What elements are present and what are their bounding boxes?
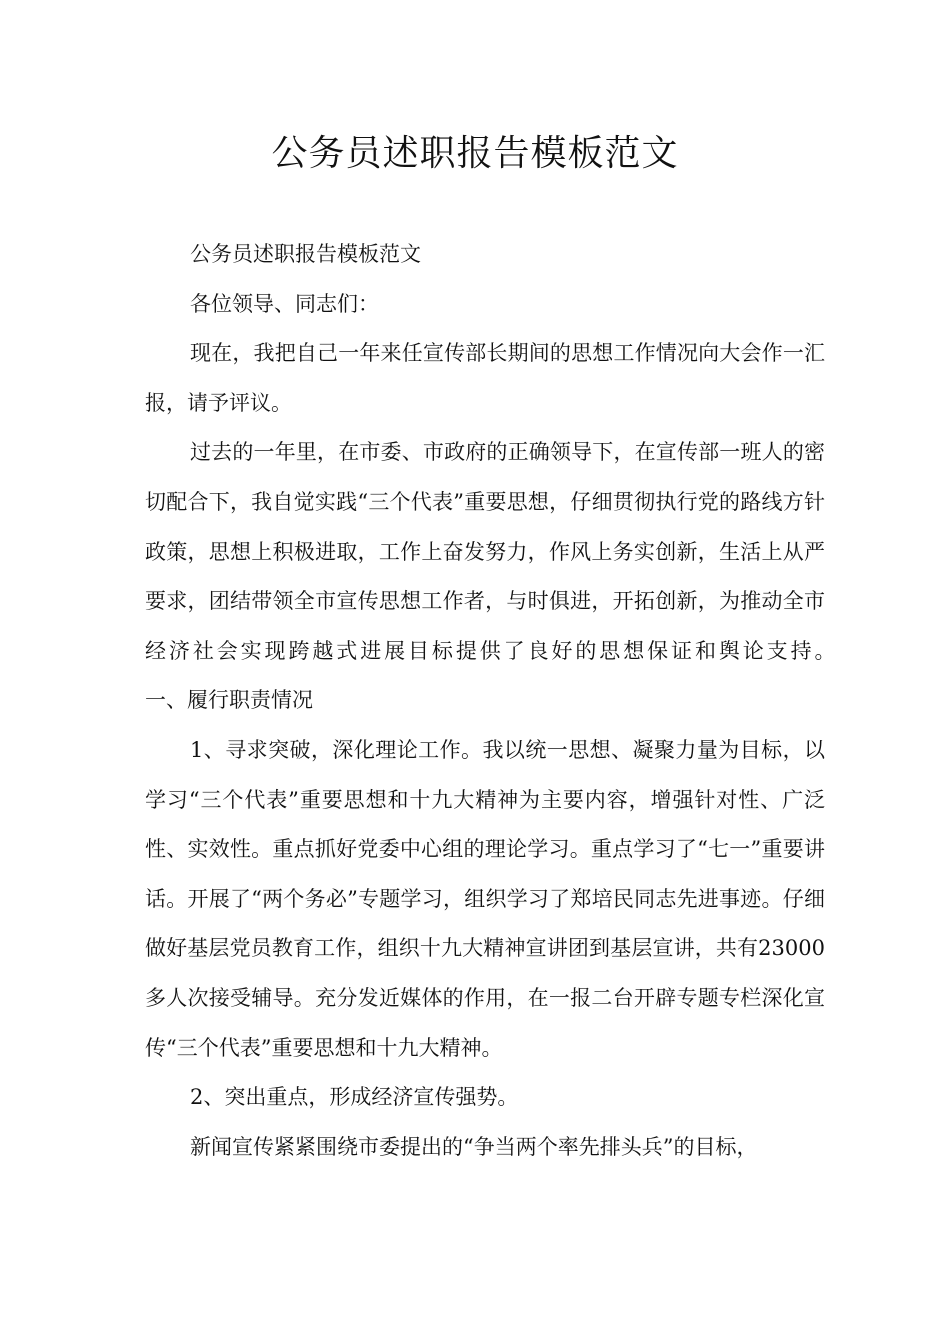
body-paragraph-review: 过去的一年里，在市委、市政府的正确领导下，在宣传部一班人的密切配合下，我自觉实践“三个代表”重要思想，仔细贯彻执行党的路线方针政策，思想上积极进取，工作上奋发努力，作风上务实创新，生活上从严要求，团结带领全市宣传思想工作者，与时俱进，开拓创新，为推动全市经济社会实现跨越式进展目标提供了良好的思想保证和舆论支持。 一、履行职责情况 (145, 440, 867, 713)
body-paragraph-subtitle: 公务员述职报告模板范文 (190, 242, 421, 266)
document-body (145, 230, 867, 1172)
body-paragraph-intro: 现在，我把自己一年来任宣传部长期间的思想工作情况向大会作一汇报，请予评议。 (145, 341, 825, 415)
body-paragraph-salutation: 各位领导、同志们： (190, 291, 379, 316)
document-title: 公务员述职报告模板范文 (271, 133, 679, 174)
body-paragraph-economic-publicity: 2、突出重点，形成经济宣传强势。 (190, 1085, 519, 1110)
body-paragraph-theory-work: 1、寻求突破，深化理论工作。我以统一思想、凝聚力量为目标，以学习“三个代表”重要思想和十九大精神为主要内容，增强针对性、广泛性、实效性。重点抓好党委中心组的理论学习。重点学习了“七一”重要讲话。开展了“两个务必”专题学习，组织学习了郑培民同志先进事迹。仔细做好基层党员教育工作，组织十九大精神宣讲团到基层宣讲，共有23000多人次接受辅导。充分发近媒体的作用，在一报二台开辟专题专栏深化宣传“三个代表”重要思想和十九大精神。 (145, 737, 825, 1060)
body-paragraph-news-publicity: 新闻宣传紧紧围绕市委提出的“争当两个率先排头兵”的目标， (190, 1134, 758, 1159)
